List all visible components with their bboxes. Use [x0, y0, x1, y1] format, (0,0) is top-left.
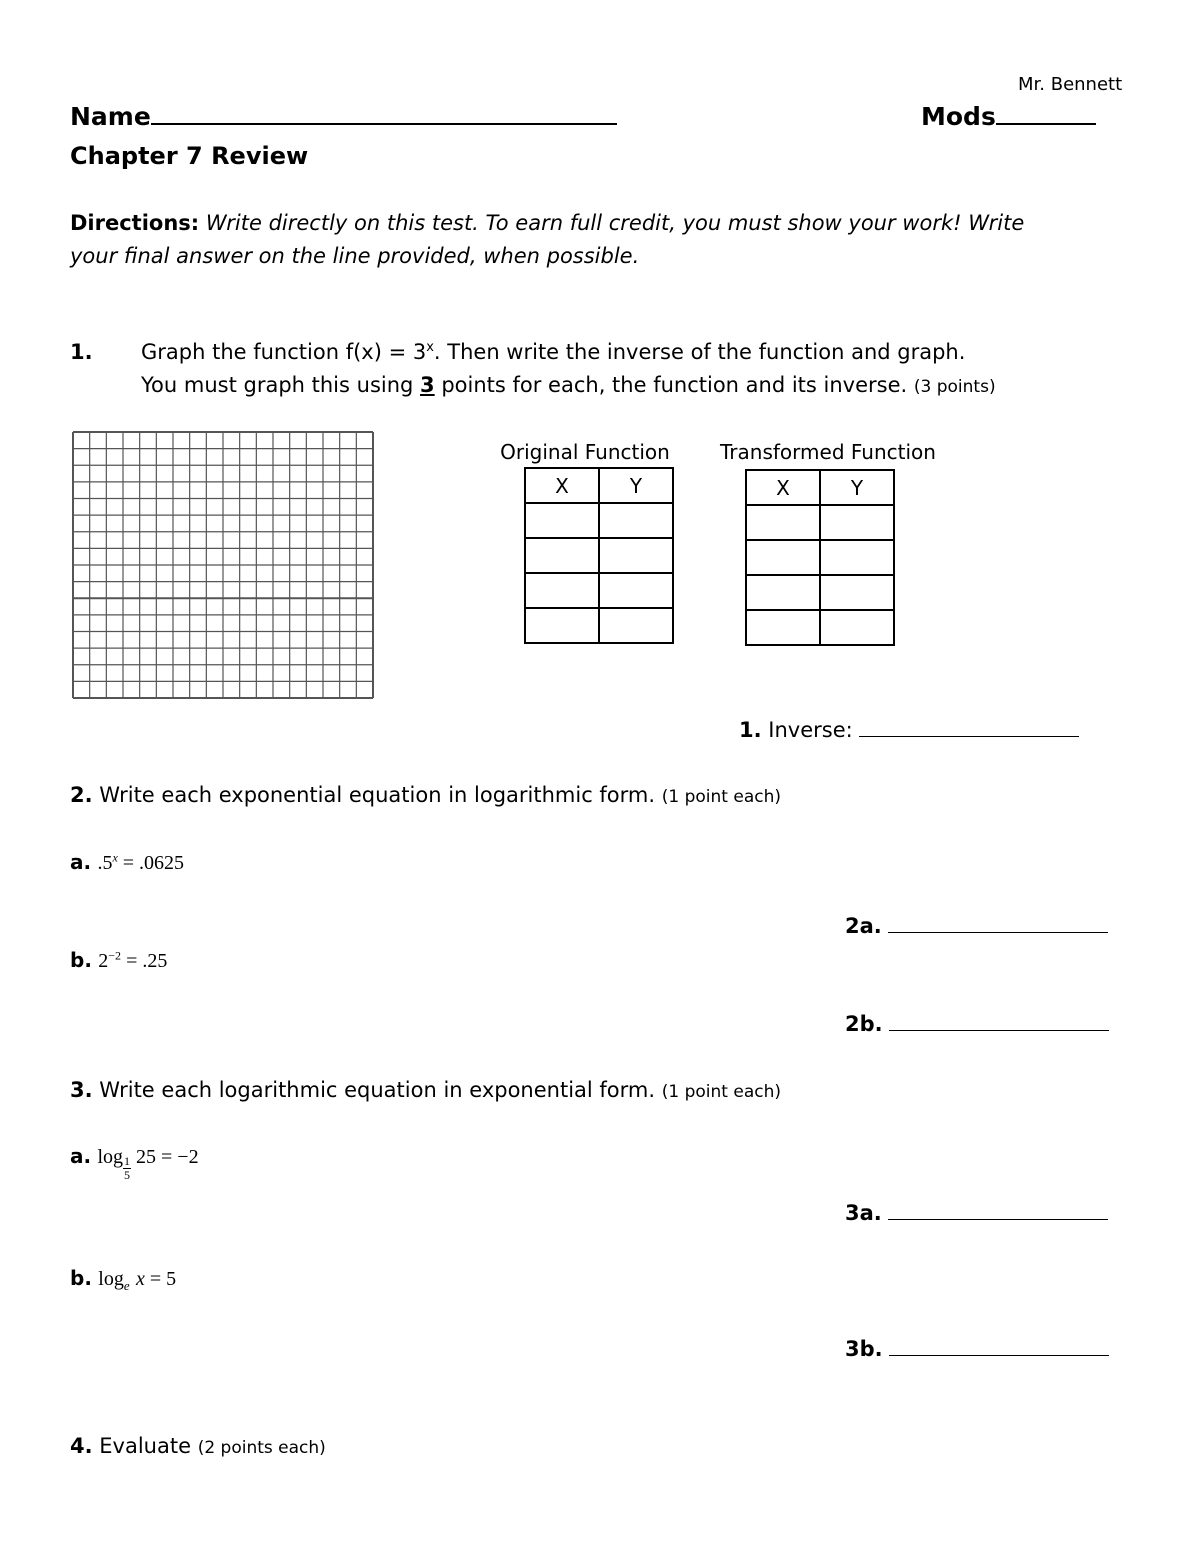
- mods-label: Mods: [921, 102, 996, 131]
- q2a-exponent: x: [112, 850, 118, 865]
- q2a-rest: = .0625: [117, 852, 185, 874]
- q2-points: (1 point each): [661, 787, 781, 807]
- q1-points: (3 points): [913, 377, 996, 397]
- name-field[interactable]: [70, 102, 617, 131]
- transformed-cell[interactable]: [746, 505, 820, 540]
- q3a-label: a.: [70, 1144, 92, 1168]
- inverse-answer-label: Inverse:: [768, 718, 853, 742]
- transformed-function-table: [745, 469, 895, 646]
- q1-points-count: 3: [420, 373, 435, 397]
- transformed-y-header: Y: [820, 470, 894, 505]
- q2a-problem: [70, 850, 184, 875]
- q2b-problem: [70, 948, 167, 973]
- q3a-answer[interactable]: [845, 1201, 1108, 1225]
- transformed-function-title: Transformed Function: [720, 440, 936, 464]
- q3-heading: [70, 1078, 781, 1102]
- q3a-rest: 25 = −2: [131, 1146, 199, 1168]
- q3b-log: log: [98, 1268, 124, 1290]
- q3-text: Write each logarithmic equation in exponential form.: [99, 1078, 656, 1102]
- original-cell[interactable]: [599, 573, 673, 608]
- q4-heading: [70, 1434, 326, 1458]
- q3b-rest: = 5: [144, 1268, 177, 1290]
- original-cell[interactable]: [599, 503, 673, 538]
- q3a-answer-blank[interactable]: [888, 1219, 1108, 1220]
- q3b-problem: [70, 1266, 176, 1294]
- q3a-frac-num: 1: [124, 1154, 131, 1168]
- original-cell[interactable]: [599, 538, 673, 573]
- name-blank[interactable]: [151, 123, 617, 125]
- q2a-label: a.: [70, 850, 92, 874]
- q3b-label: b.: [70, 1266, 92, 1290]
- transformed-cell[interactable]: [820, 610, 894, 645]
- q1-number: 1.: [70, 340, 93, 364]
- directions-label: Directions:: [70, 211, 200, 235]
- q2b-rest: = .25: [121, 950, 168, 972]
- q2a-answer-label: 2a.: [845, 914, 882, 938]
- q3a-base-fraction: [123, 1155, 131, 1182]
- original-x-header: X: [525, 468, 599, 503]
- inverse-answer[interactable]: [739, 718, 1079, 742]
- transformed-cell[interactable]: [746, 540, 820, 575]
- mods-field[interactable]: [921, 102, 1096, 131]
- q3b-base: e: [123, 1278, 130, 1293]
- teacher-name: Mr. Bennett: [1018, 74, 1123, 95]
- q4-text: Evaluate: [99, 1434, 192, 1458]
- q3a-log: log: [97, 1146, 124, 1168]
- q1-line2-pre: You must graph this using: [141, 373, 421, 397]
- q3a-frac-den: 5: [124, 1168, 131, 1182]
- graph-grid[interactable]: [70, 430, 376, 700]
- q3a-answer-label: 3a.: [845, 1201, 882, 1225]
- original-cell[interactable]: [599, 608, 673, 643]
- directions-text-line2: your final answer on the line provided, when possible.: [70, 244, 640, 268]
- q3-number: 3.: [70, 1078, 93, 1102]
- inverse-answer-number: 1.: [739, 718, 762, 742]
- q2a-base: .5: [97, 852, 113, 874]
- q2b-exponent: −2: [108, 948, 122, 963]
- original-y-header: Y: [599, 468, 673, 503]
- transformed-cell[interactable]: [820, 540, 894, 575]
- directions-text-line1: Write directly on this test. To earn full credit, you must show your work! Write: [205, 211, 1025, 235]
- q2b-answer[interactable]: [845, 1012, 1109, 1036]
- q1-exponent: x: [426, 340, 434, 355]
- q2-number: 2.: [70, 783, 93, 807]
- transformed-cell[interactable]: [746, 610, 820, 645]
- q1-text-line2: [141, 373, 996, 397]
- q1-line1-pre: Graph the function f(x) = 3: [141, 340, 427, 364]
- directions: [70, 207, 1130, 273]
- original-cell[interactable]: [525, 573, 599, 608]
- transformed-cell[interactable]: [820, 575, 894, 610]
- q2b-label: b.: [70, 948, 92, 972]
- inverse-answer-blank[interactable]: [859, 736, 1079, 737]
- original-cell[interactable]: [525, 608, 599, 643]
- original-cell[interactable]: [525, 538, 599, 573]
- original-function-title: Original Function: [500, 440, 670, 464]
- q3a-problem: [70, 1144, 199, 1182]
- transformed-cell[interactable]: [746, 575, 820, 610]
- q2b-answer-label: 2b.: [845, 1012, 883, 1036]
- page-title: Chapter 7 Review: [70, 142, 309, 170]
- original-function-table: [524, 467, 674, 644]
- name-label: Name: [70, 102, 151, 131]
- original-cell[interactable]: [525, 503, 599, 538]
- q4-points: (2 points each): [197, 1438, 326, 1458]
- q3b-variable: x: [135, 1268, 145, 1290]
- q3-points: (1 point each): [661, 1082, 781, 1102]
- q3b-answer-label: 3b.: [845, 1337, 883, 1361]
- q2b-answer-blank[interactable]: [889, 1030, 1109, 1031]
- q3b-answer[interactable]: [845, 1337, 1109, 1361]
- q4-number: 4.: [70, 1434, 93, 1458]
- transformed-x-header: X: [746, 470, 820, 505]
- q2-heading: [70, 783, 781, 807]
- q1-text-line1: [141, 340, 965, 364]
- q2a-answer[interactable]: [845, 914, 1108, 938]
- q2b-base: 2: [98, 950, 109, 972]
- q1-line1-post: . Then write the inverse of the function and graph.: [433, 340, 966, 364]
- transformed-cell[interactable]: [820, 505, 894, 540]
- q1-line2-post: points for each, the function and its inverse.: [434, 373, 908, 397]
- q2a-answer-blank[interactable]: [888, 932, 1108, 933]
- q2-text: Write each exponential equation in logarithmic form.: [99, 783, 656, 807]
- mods-blank[interactable]: [996, 123, 1096, 125]
- q3b-answer-blank[interactable]: [889, 1355, 1109, 1356]
